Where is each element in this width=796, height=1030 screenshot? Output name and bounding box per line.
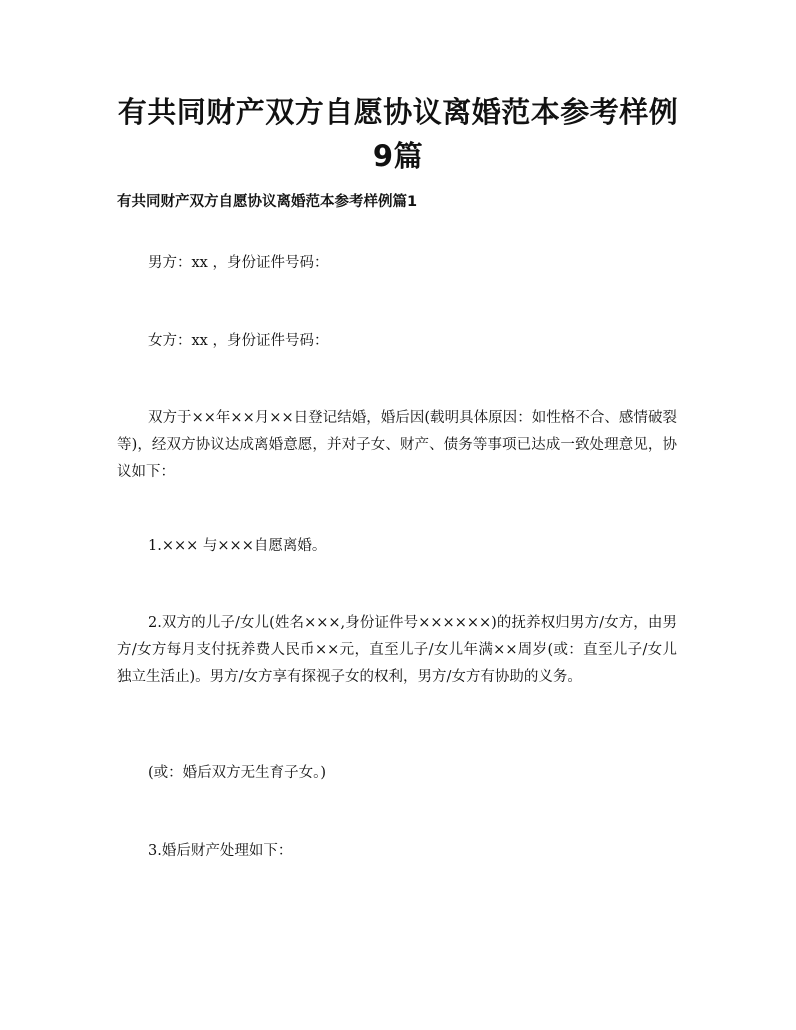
- paragraph-clause-3: 3.婚后财产处理如下：: [148, 843, 293, 859]
- paragraph-clause-1: 1.××× 与×××自愿离婚。: [148, 538, 327, 554]
- document-title-line-2: 9篇: [372, 139, 424, 173]
- document-title-line-1: 有共同财产双方自愿协议离婚范本参考样例: [117, 95, 679, 129]
- paragraph-marriage-background: 双方于××年××月××日登记结婚，婚后因(载明具体原因：如性格不合、感情破裂等)，经双方协议达成离婚意愿，并对子女、财产、债务等事项已达成一致处理意见，协议如下：: [117, 410, 677, 480]
- paragraph-male-party: 男方：xx ，身份证件号码：: [148, 255, 329, 271]
- section-heading: 有共同财产双方自愿协议离婚范本参考样例篇1: [117, 194, 418, 210]
- paragraph-female-party: 女方：xx ，身份证件号码：: [148, 333, 329, 349]
- paragraph-clause-2: 2.双方的儿子/女儿(姓名×××,身份证件号××××××)的抚养权归男方/女方，由男方/女方每月支付抚养费人民币××元，直至儿子/女儿年满××周岁(或：直至儿子/女儿独立生活止)。男方/女方享有探视子女的权利，男方/女方有协助的义务。: [117, 615, 677, 685]
- paragraph-clause-2-alternative: (或：婚后双方无生育子女。): [148, 765, 327, 781]
